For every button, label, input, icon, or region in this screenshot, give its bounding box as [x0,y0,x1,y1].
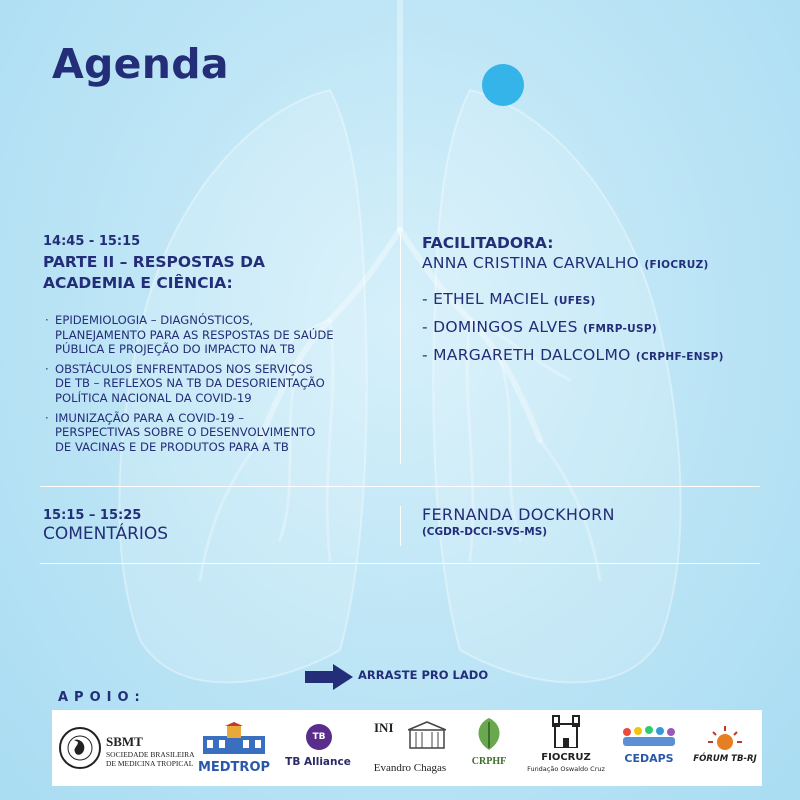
speaker-affiliation: (FMRP-USP) [582,323,657,335]
forum-sun-icon [707,724,743,750]
speaker-affiliation: (UFES) [553,295,596,307]
logo-sbmt [56,710,195,786]
speaker-affiliation: (CRPHF-ENSP) [635,351,724,363]
logo-ini [364,710,456,786]
topic-line: · EPIDEMIOLOGIA – DIAGNÓSTICOS, [55,313,254,327]
crphf-name: CRPHF [471,756,507,767]
topic-line: PLANEJAMENTO PARA AS RESPOSTAS DE SAÚDE [55,327,334,342]
speaker-name: - ETHEL MACIEL [422,290,549,308]
accent-dot [482,64,524,106]
topic-line: DE VACINAS E DE PRODUTOS PARA A TB [55,439,289,454]
fiocruz-castle-icon [551,714,581,748]
medtrop-building-icon [199,722,269,756]
session-time: 14:45 - 15:15 [43,234,141,249]
column-divider [400,506,401,546]
facilitator-label: FACILITADORA: [422,234,554,252]
page-title: Agenda [52,40,229,88]
tb-alliance-icon: TB [306,724,332,750]
logo-forum-tb-rj [692,710,758,786]
logo-tb-alliance [280,710,356,786]
topics-list [43,313,388,459]
medtrop-name: MEDTROP [197,760,271,775]
speaker-item [422,290,596,308]
cedaps-name: CEDAPS [624,752,674,765]
section-divider [40,563,760,564]
speaker-item [422,346,724,364]
facilitator-name [422,254,709,272]
forum-name: FÓRUM TB-RJ [693,754,757,764]
topic-item [43,313,388,357]
comments-label: COMENTÁRIOS [43,524,169,544]
cedaps-people-icon [621,726,677,748]
topic-line: PERSPECTIVAS SOBRE O DESENVOLVIMENTO [55,425,316,440]
topic-line: · OBSTÁCULOS ENFRENTADOS NOS SERVIÇOS [55,361,313,376]
topic-line: POLÍTICA NACIONAL DA COVID-19 [55,390,252,405]
sponsor-logos [52,710,762,786]
topic-line: DE TB – REFLEXOS NA TB DA DESORIENTAÇÃO [55,376,325,391]
fiocruz-sub: Fundação Oswaldo Cruz [527,765,605,773]
sbmt-abbr: SBMT [106,734,143,749]
comments-speaker: FERNANDA DOCKHORN [422,505,615,524]
topic-item [43,362,388,406]
column-divider [400,234,401,464]
crphf-leaf-icon [472,716,506,752]
comments-affiliation: (CGDR-DCCI-SVS-MS) [422,526,548,538]
session-heading-line1: PARTE II – RESPOSTAS DA [43,253,265,271]
logo-medtrop [196,710,272,786]
speaker-name: - DOMINGOS ALVES [422,318,578,336]
topic-line: · IMUNIZAÇÃO PARA A COVID-19 – [55,410,245,425]
swipe-hint[interactable]: ARRASTE PRO LADO [358,668,489,682]
sbmt-seal-icon [58,726,102,770]
ini-name: Evandro Chagas [373,762,447,774]
section-divider [40,486,760,487]
arrow-right-icon [305,664,353,690]
fiocruz-name: FIOCRUZ [541,752,591,763]
speaker-item [422,318,657,336]
speaker-name: - MARGARETH DALCOLMO [422,346,631,364]
support-label: APOIO: [58,690,146,705]
facilitator-name-text: ANNA CRISTINA CARVALHO [422,254,640,272]
sbmt-line2: DE MEDICINA TROPICAL [106,759,194,768]
logo-fiocruz [526,710,606,786]
topic-line: PÚBLICA E PROJEÇÃO DO IMPACTO NA TB [55,342,296,357]
logo-crphf [458,710,520,786]
sbmt-line1: SOCIEDADE BRASILEIRA [106,750,195,759]
tb-alliance-name: TB Alliance [285,756,351,768]
comments-time: 15:15 – 15:25 [43,508,142,523]
ini-building-icon [408,720,446,750]
ini-abbr: INI [374,720,394,735]
facilitator-affiliation: (FIOCRUZ) [644,259,709,271]
logo-cedaps [614,710,684,786]
topic-item [43,411,388,455]
session-heading-line2: ACADEMIA E CIÊNCIA: [43,274,233,292]
